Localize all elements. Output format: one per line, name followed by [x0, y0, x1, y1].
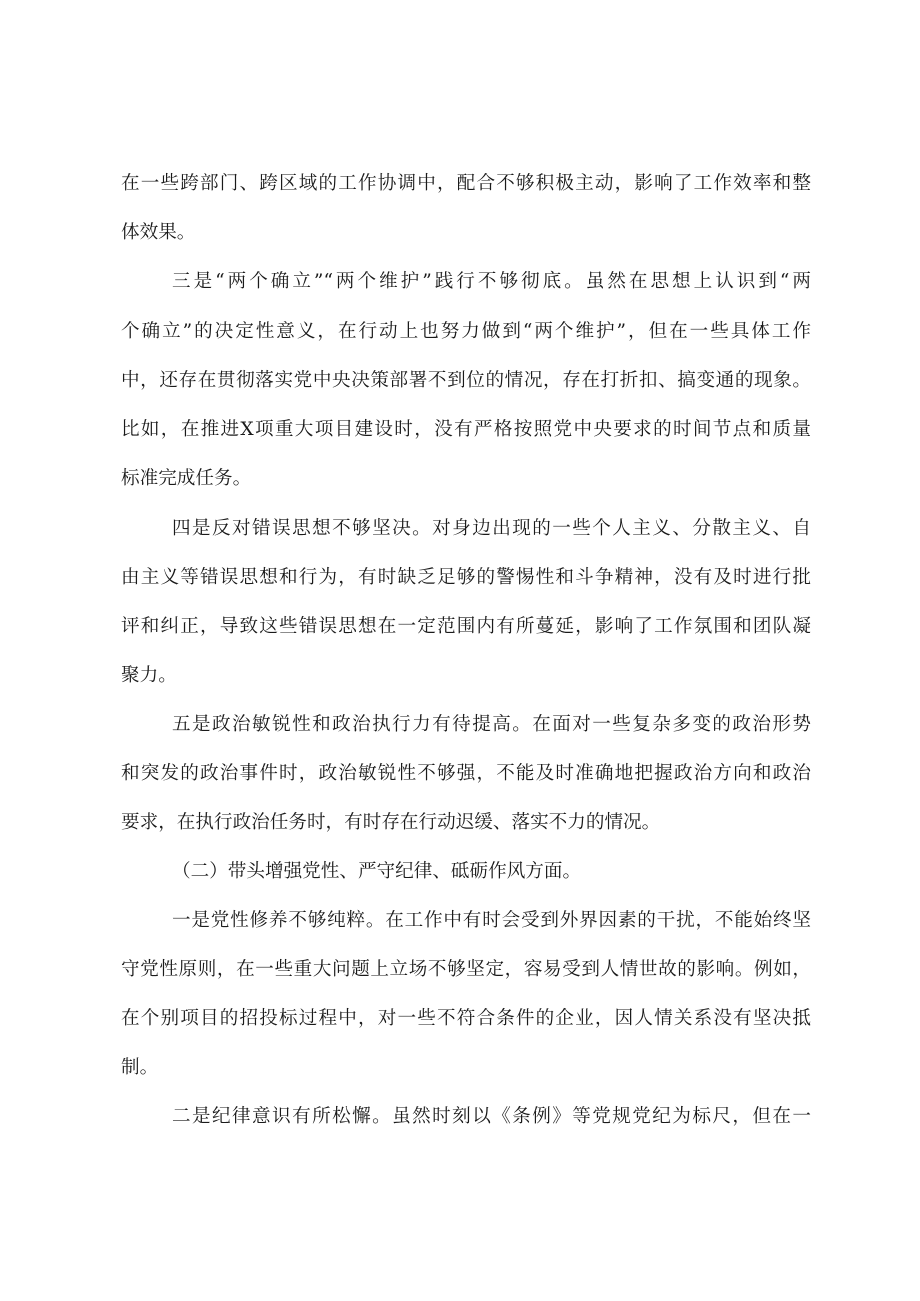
text-line: 在一些跨部门、跨区域的工作协调中，配合不够积极主动，影响了工作效率和整 [121, 173, 811, 194]
paragraph-start-line: 三是“两个确立”“两个维护”践行不够彻底。虽然在思想上认识到“两 [172, 271, 811, 292]
text-line: 由主义等错误思想和行为，有时缺乏足够的警惕性和斗争精神，没有及时进行批 [121, 567, 811, 588]
text-line: 在个别项目的招投标过程中，对一些不符合条件的企业，因人情关系没有坚决抵 [121, 1008, 811, 1029]
text-line: 中，还存在贯彻落实党中央决策部署不到位的情况，存在打折扣、搞变通的现象。 [121, 370, 811, 391]
paragraph-start-line: 五是政治敏锐性和政治执行力有待提高。在面对一些复杂多变的政治形势 [172, 714, 811, 735]
text-line: 守党性原则，在一些重大问题上立场不够坚定，容易受到人情世故的影响。例如， [121, 959, 811, 980]
text-line: 体效果。 [121, 222, 196, 243]
text-line: 和突发的政治事件时，政治敏锐性不够强，不能及时准确地把握政治方向和政治 [121, 763, 811, 784]
text-line: 个确立”的决定性意义，在行动上也努力做到“两个维护”，但在一些具体工作 [121, 321, 811, 342]
text-line: 比如，在推进X项重大项目建设时，没有严格按照党中央要求的时间节点和质量 [121, 419, 811, 440]
text-line: 要求，在执行政治任务时，有时存在行动迟缓、落实不力的情况。 [121, 812, 661, 833]
text-line: 制。 [121, 1057, 159, 1078]
text-line: 标准完成任务。 [121, 468, 252, 489]
paragraph-start-line: 一是党性修养不够纯粹。在工作中有时会受到外界因素的干扰，不能始终坚 [172, 910, 811, 931]
paragraph-start-line: 二是纪律意识有所松懈。虽然时刻以《条例》等党规党纪为标尺，但在一 [172, 1106, 811, 1127]
section-heading: （二）带头增强党性、严守纪律、砥砺作风方面。 [172, 861, 582, 882]
paragraph-start-line: 四是反对错误思想不够坚决。对身边出现的一些个人主义、分散主义、自 [172, 518, 811, 539]
text-line: 评和纠正，导致这些错误思想在一定范围内有所蔓延，影响了工作氛围和团队凝 [121, 616, 811, 637]
text-line: 聚力。 [121, 665, 177, 686]
